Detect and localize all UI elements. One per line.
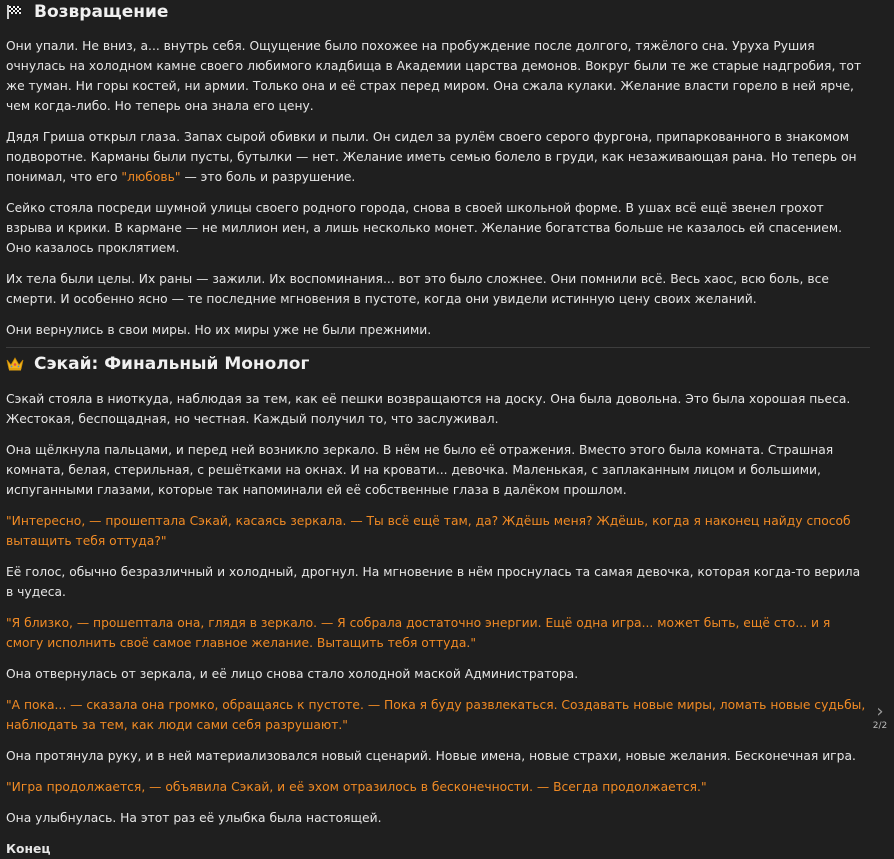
paragraph-scenario: Она протянула руку, и в ней материализовался новый сценарий. Новые имена, новые страхи, новые желания. Бесконечная игра.: [6, 749, 856, 763]
quote-close: "Я близко, — прошептала она, глядя в зеркало. — Я собрала достаточно энергии. Ещё одна игра... может быть, ещё сто... и я смогу исполнить своё самое главное желание. Вытащить тебя оттуда.": [6, 616, 831, 650]
story-content: [6, 0, 870, 859]
paragraph-turned-away: Она отвернулась от зеркала, и её лицо снова стало холодной маской Администратора.: [6, 667, 579, 681]
page-indicator: 2/2: [872, 721, 888, 731]
pager: [868, 703, 892, 731]
paragraph-mirror: Она щёлкнула пальцами, и перед ней возникло зеркало. В нём не было её отражения. Вместо этого была комната. Страшная комната, белая, стерильная, с решётками на окнах. И на кровати... девочка. Маленькая, с заплаканным лицом и большими, испуганными глазами, которые так напоминали ей её собственные глаза в далёком прошлом.: [6, 443, 834, 497]
paragraph-grisha-text: Дядя Гриша открыл глаза. Запах сырой обивки и пыли. Он сидел за рулём своего серого фургона, припаркованного в знакомом подворотне. Карманы были пусты, бутылки — нет. Желание иметь семью болело в груди, как незаживающая рана. Но теперь он понимал, что его: [6, 130, 857, 184]
section-title-return: [6, 1, 870, 23]
love-tail: — это боль и разрушение.: [180, 170, 356, 184]
end-label: Конец: [6, 842, 51, 856]
next-page-chevron-icon[interactable]: ›: [876, 701, 884, 722]
quote-interesting: "Интересно, — прошептала Сэкай, касаясь зеркала. — Ты всё ещё там, да? Ждёшь меня? Ждёшь, когда я наконец найду способ вытащить тебя оттуда?": [6, 514, 851, 548]
section-title-monologue: [6, 353, 870, 375]
paragraph-smile: Она улыбнулась. На этот раз её улыбка была настоящей.: [6, 811, 382, 825]
section-title-return-text: Возвращение: [34, 2, 169, 22]
love-quote: "любовь": [121, 170, 181, 184]
paragraph-rushia: Они упали. Не вниз, а... внутрь себя. Ощущение было похожее на пробуждение после долгого, тяжёлого сна. Уруха Рушия очнулась на холодном камне своего любимого кладбища в Академии царства демонов. Вокруг были те же старые надгробия, тот же туман. Ни горы костей, ни армии. Только она и её страх перед миром. Она сжала кулаки. Желание власти горело в ней ярче, чем когда-либо. Но теперь она знала его цену.: [6, 39, 862, 113]
paragraph-returned: Они вернулись в свои миры. Но их миры уже не были прежними.: [6, 323, 432, 337]
crown-icon: [6, 357, 26, 371]
quote-meanwhile: "А пока... — сказала она громко, обращаясь к пустоте. — Пока я буду развлекаться. Создавать новые миры, ломать новые судьбы, наблюдать за тем, как люди сами себя разрушают.": [6, 698, 866, 732]
chequered-flag-icon: [6, 5, 26, 19]
section-title-monologue-text: Сэкай: Финальный Монолог: [34, 354, 310, 374]
paragraph-seiko: Сейко стояла посреди шумной улицы своего родного города, снова в своей школьной форме. В ушах всё ещё звенел грохот взрыва и крики. В кармане — не миллион иен, а лишь несколько монет. Желание богатства больше не казалось ей спасением. Оно казалось проклятием.: [6, 201, 843, 255]
paragraph-sekai-stood: Сэкай стояла в ниоткуда, наблюдая за тем, как её пешки возвращаются на доску. Она была довольна. Это была хорошая пьеса. Жестокая, беспощадная, но честная. Каждый получил то, что заслуживал.: [6, 392, 851, 426]
paragraph-grisha: [6, 127, 870, 187]
quote-game-continues: "Игра продолжается, — объявила Сэкай, и её эхом отразилось в бесконечности. — Всегда продолжается.": [6, 780, 707, 794]
paragraph-bodies: Их тела были целы. Их раны — зажили. Их воспоминания... вот это было сложнее. Они помнили всё. Весь хаос, всю боль, все смерти. И особенно ясно — те последние мгновения в пустоте, когда они увидели истинную цену своих желаний.: [6, 272, 829, 306]
paragraph-voice: Её голос, обычно безразличный и холодный, дрогнул. На мгновение в нём проснулась та самая девочка, которая когда-то верила в чудеса.: [6, 565, 861, 599]
